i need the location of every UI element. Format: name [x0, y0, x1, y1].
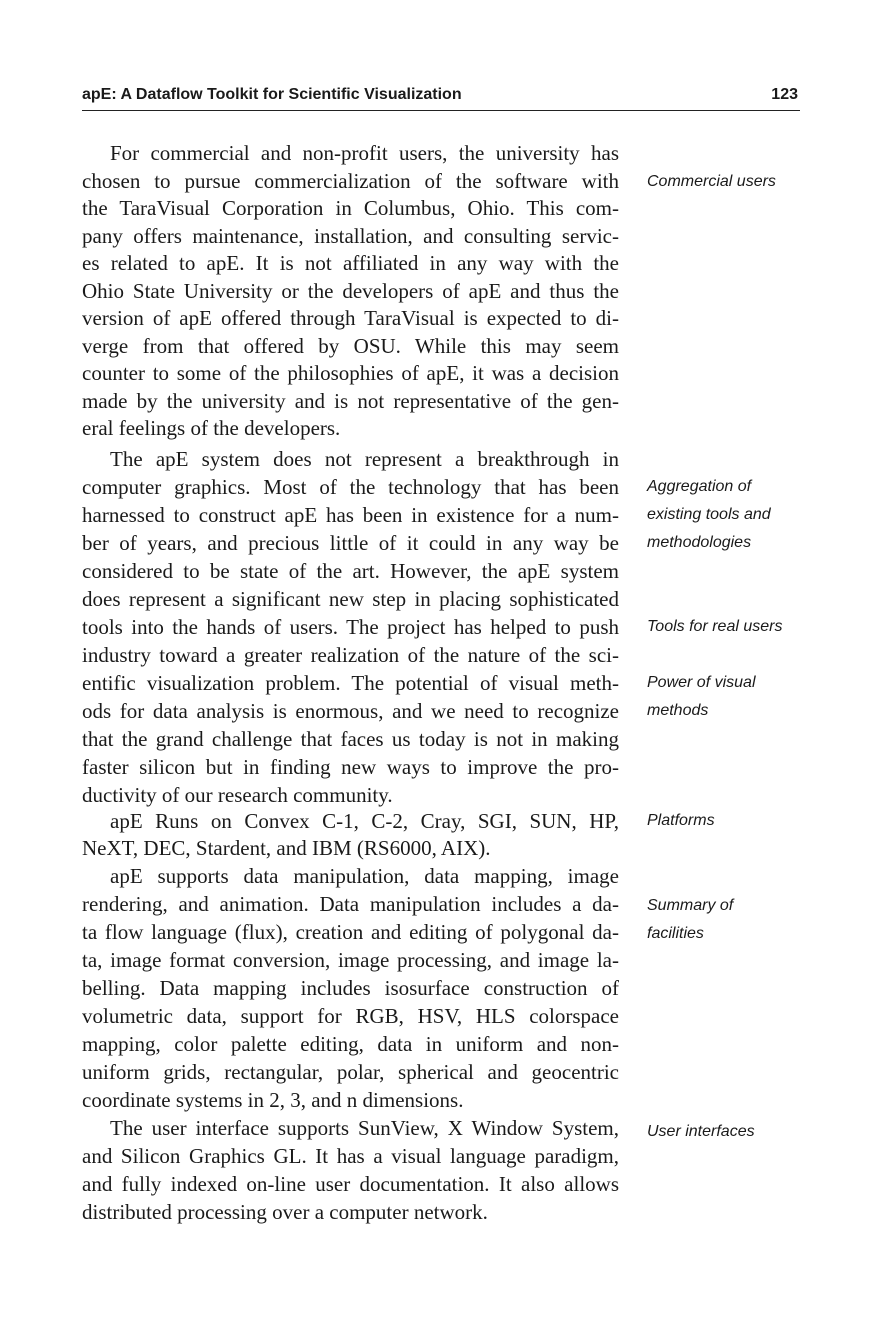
paragraph-line: ber of years, and precious little of it could in any way be: [82, 531, 619, 555]
margin-note-tools-for-real-users: Tools for real users: [647, 618, 783, 635]
paragraph-line: tools into the hands of users. The project has helped to push: [82, 615, 619, 639]
paragraph-line: mapping, color palette editing, data in uniform and non-: [82, 1032, 619, 1056]
paragraph-line: ods for data analysis is enormous, and we need to recognize: [82, 699, 619, 723]
paragraph-line: coordinate systems in 2, 3, and n dimensions.: [82, 1088, 464, 1112]
paragraph-line: faster silicon but in finding new ways to improve the pro-: [82, 755, 619, 779]
paragraph-line: ta flow language (flux), creation and editing of polygonal da-: [82, 920, 619, 944]
paragraph-line: es related to apE. It is not affiliated in any way with the: [82, 251, 619, 275]
margin-note-aggregation: Aggregation of existing tools and methodologies: [647, 478, 771, 551]
margin-note-user-interfaces: User interfaces: [647, 1123, 755, 1140]
paragraph-line: ta, image format conversion, image processing, and image la-: [82, 948, 619, 972]
paragraph-line: pany offers maintenance, installation, and consulting servic-: [82, 223, 619, 248]
paragraph-line: considered to be state of the art. However, the apE system: [82, 559, 619, 583]
paragraph-line: counter to some of the philosophies of apE, it was a decision: [82, 361, 619, 385]
paragraph-line: eral feelings of the developers.: [82, 416, 341, 440]
paragraph-line: computer graphics. Most of the technology that has been: [82, 475, 619, 499]
paragraph-line: the TaraVisual Corporation in Columbus, Ohio. This com-: [82, 196, 619, 220]
margin-note-summary-of-facilities: Summary of facilities: [647, 897, 734, 942]
paragraph-line: entific visualization problem. The potential of visual meth-: [82, 671, 619, 695]
paragraph-line: verge from that offered by OSU. While this may seem: [82, 333, 619, 358]
paragraph-line: Ohio State University or the developers of apE and thus the: [82, 278, 619, 303]
paragraph-line: does represent a significant new step in placing sophisticated: [82, 587, 619, 611]
paragraph-line: and fully indexed on-line user documentation. It also allows: [82, 1172, 619, 1196]
margin-note-power-of-visual-methods: Power of visual methods: [647, 674, 756, 719]
paragraph-line: NeXT, DEC, Stardent, and IBM (RS6000, AIX).: [82, 836, 491, 860]
paragraph-line: The user interface supports SunView, X Window System,: [110, 1116, 619, 1140]
paragraph-line: belling. Data mapping includes isosurface construction of: [82, 976, 619, 1000]
paragraph-line: made by the university and is not representative of the gen-: [82, 388, 619, 413]
paragraph-line: and Silicon Graphics GL. It has a visual language paradigm,: [82, 1144, 619, 1168]
paragraph-line: harnessed to construct apE has been in existence for a num-: [82, 503, 619, 527]
paragraph-line: chosen to pursue commercialization of the software with: [82, 168, 619, 193]
paragraph-line: distributed processing over a computer network.: [82, 1200, 488, 1224]
paragraph-line: apE supports data manipulation, data mapping, image: [110, 864, 619, 888]
paragraph-line: uniform grids, rectangular, polar, spherical and geocentric: [82, 1060, 619, 1084]
paragraph-line: industry toward a greater realization of the nature of the sci-: [82, 643, 619, 667]
paragraph-line: ductivity of our research community.: [82, 783, 393, 807]
paragraph-line: The apE system does not represent a breakthrough in: [110, 447, 619, 471]
page-number: 123: [771, 86, 798, 103]
paragraph-line: For commercial and non-profit users, the university has: [110, 141, 619, 165]
paragraph-line: apE Runs on Convex C-1, C-2, Cray, SGI, SUN, HP,: [110, 809, 619, 833]
margin-note-commercial-users: Commercial users: [647, 173, 776, 190]
running-header-title: apE: A Dataflow Toolkit for Scientific Visualization: [82, 86, 462, 103]
running-header: [82, 84, 800, 111]
paragraph-line: rendering, and animation. Data manipulation includes a da-: [82, 892, 619, 916]
paragraph-line: that the grand challenge that faces us today is not in making: [82, 727, 619, 751]
paragraph-line: volumetric data, support for RGB, HSV, HLS colorspace: [82, 1004, 619, 1028]
margin-note-platforms: Platforms: [647, 812, 715, 829]
paragraph-line: version of apE offered through TaraVisual is expected to di-: [82, 306, 619, 330]
